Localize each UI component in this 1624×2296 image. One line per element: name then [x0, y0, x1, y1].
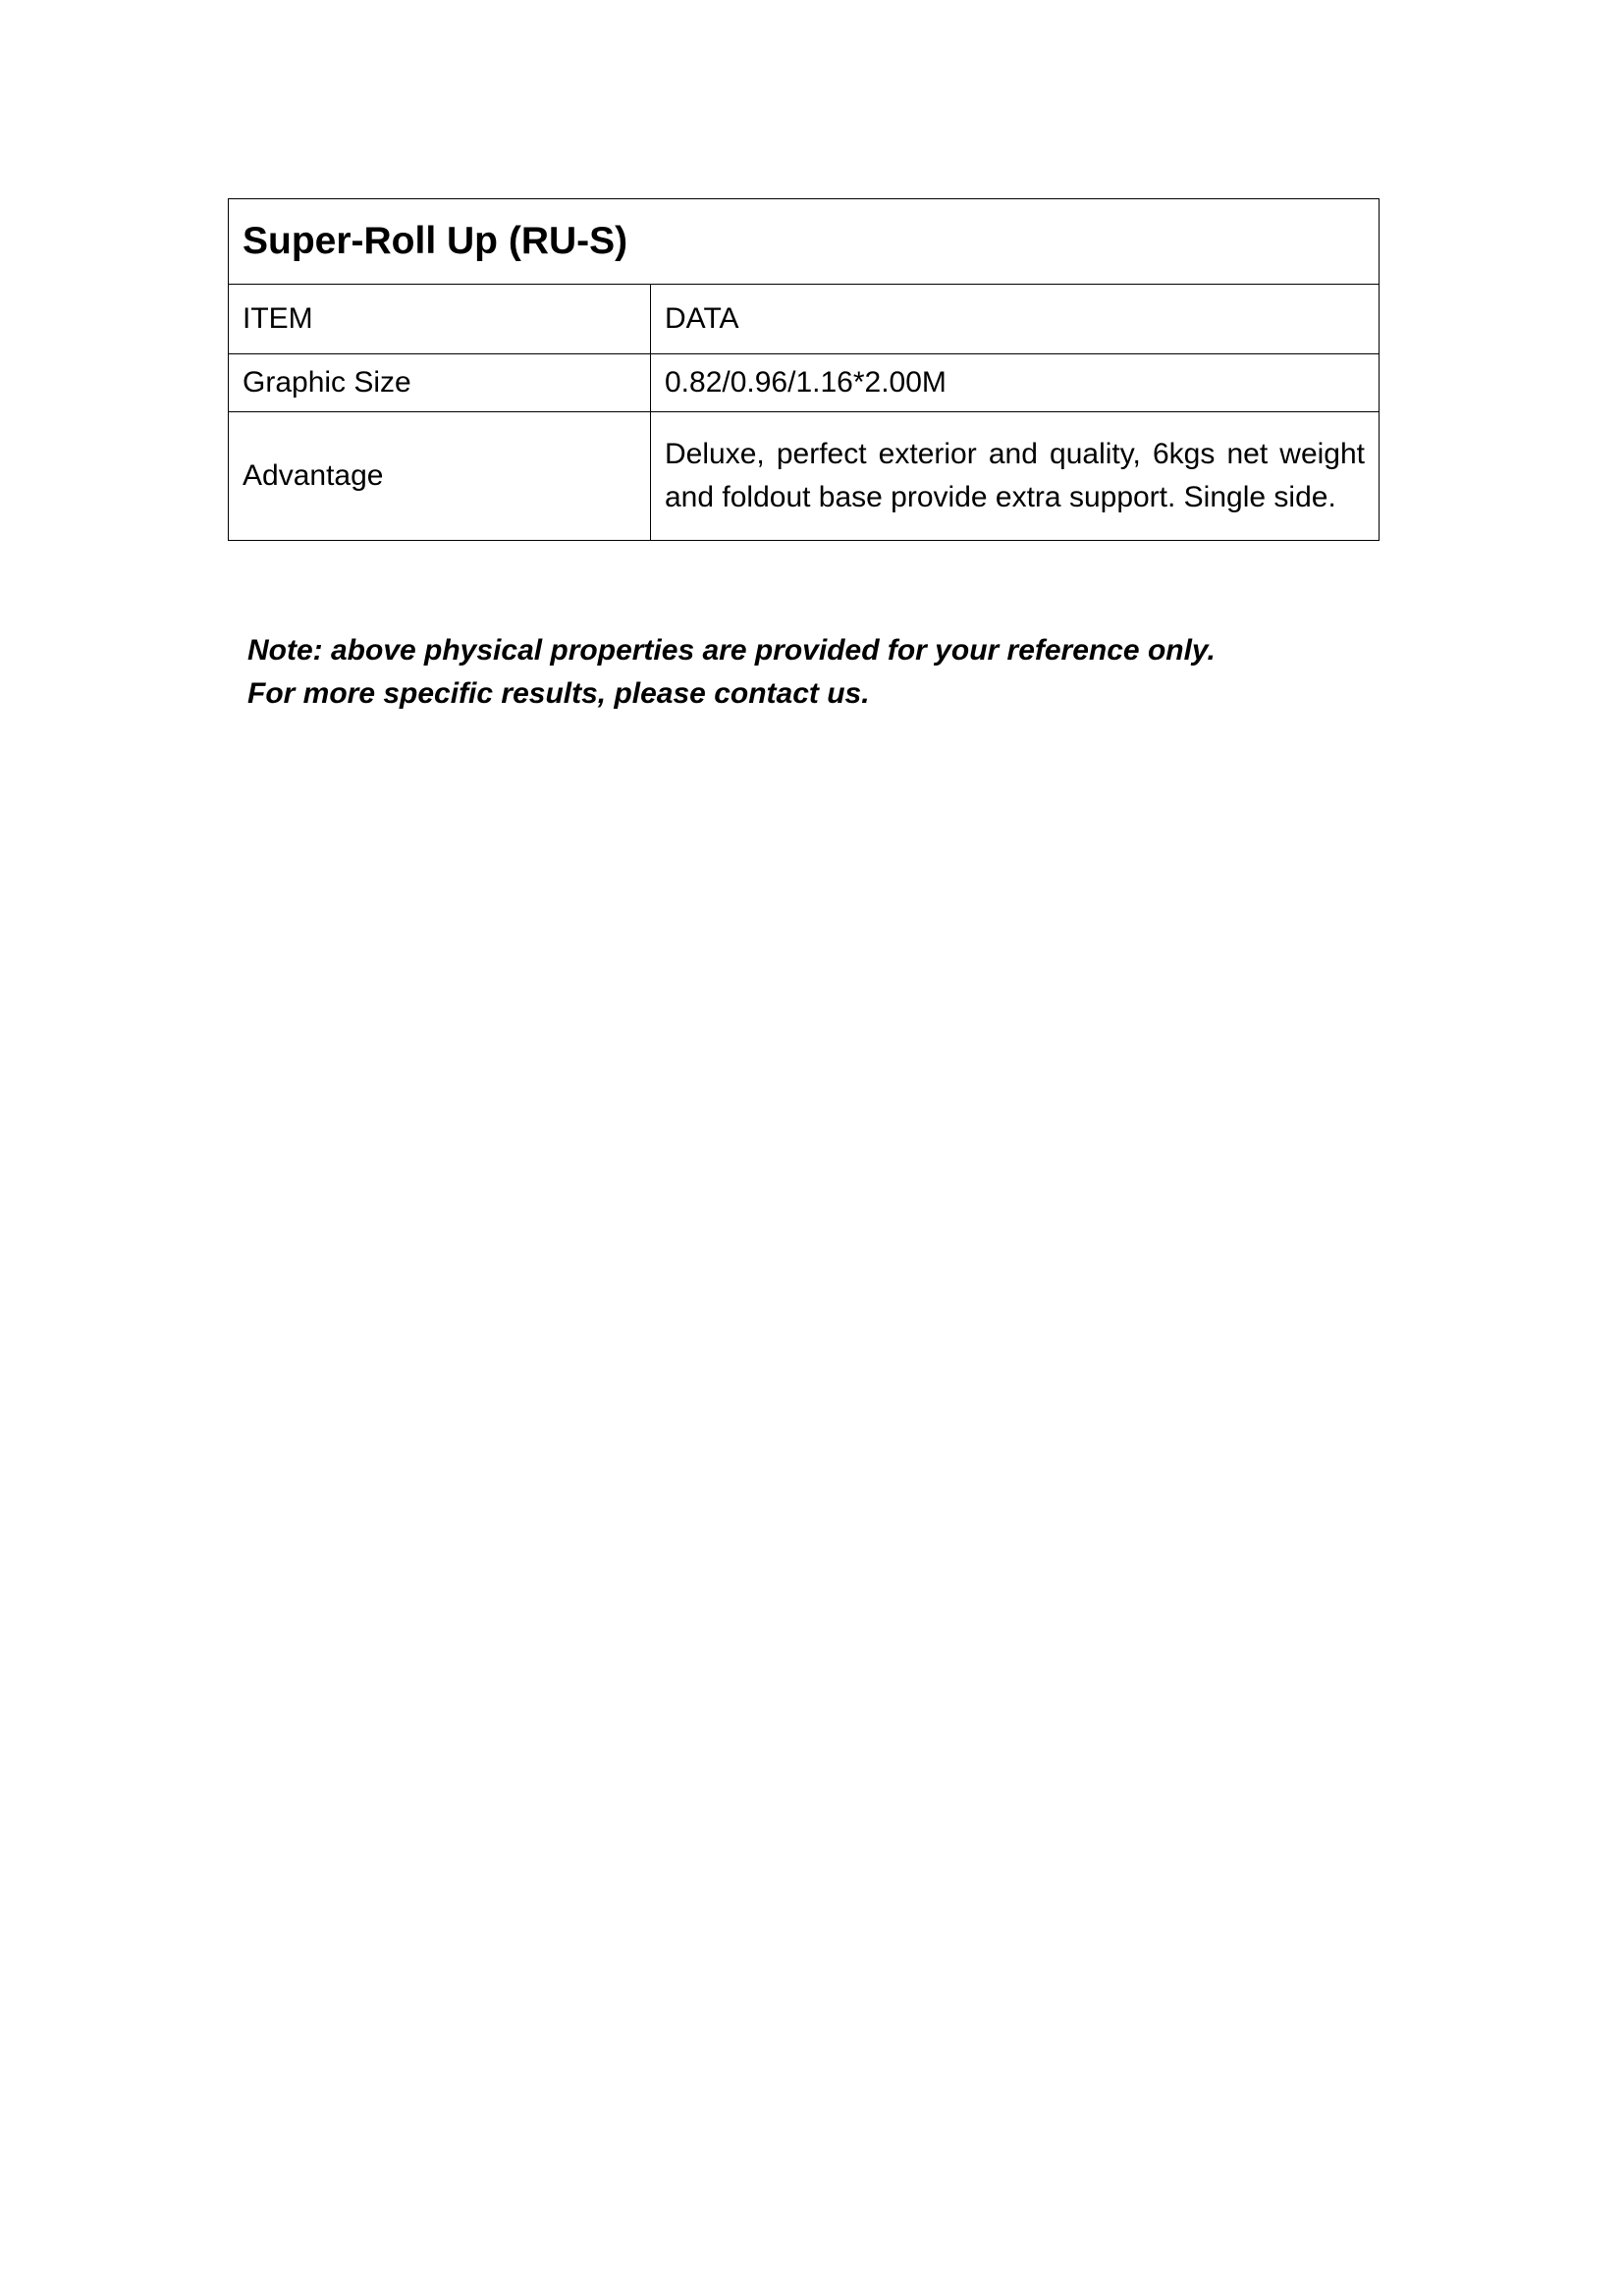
- reference-note: [247, 629, 1377, 716]
- spec-table: [228, 198, 1380, 541]
- table-row: [229, 354, 1380, 412]
- advantage-label: Advantage: [229, 412, 651, 541]
- graphic-size-value: 0.82/0.96/1.16*2.00M: [651, 354, 1380, 412]
- table-header-row: [229, 285, 1380, 354]
- table-title: Super-Roll Up (RU-S): [229, 199, 1380, 285]
- note-line-1: Note: above physical properties are provided for your reference only.: [247, 634, 1216, 667]
- header-data-cell: DATA: [651, 285, 1380, 354]
- table-title-row: [229, 199, 1380, 285]
- header-item-cell: ITEM: [229, 285, 651, 354]
- note-line-2: For more specific results, please contact us.: [247, 677, 870, 710]
- advantage-value: Deluxe, perfect exterior and quality, 6kgs net weight and foldout base provide extra support. Single side.: [651, 412, 1380, 541]
- graphic-size-label: Graphic Size: [229, 354, 651, 412]
- table-row: [229, 412, 1380, 541]
